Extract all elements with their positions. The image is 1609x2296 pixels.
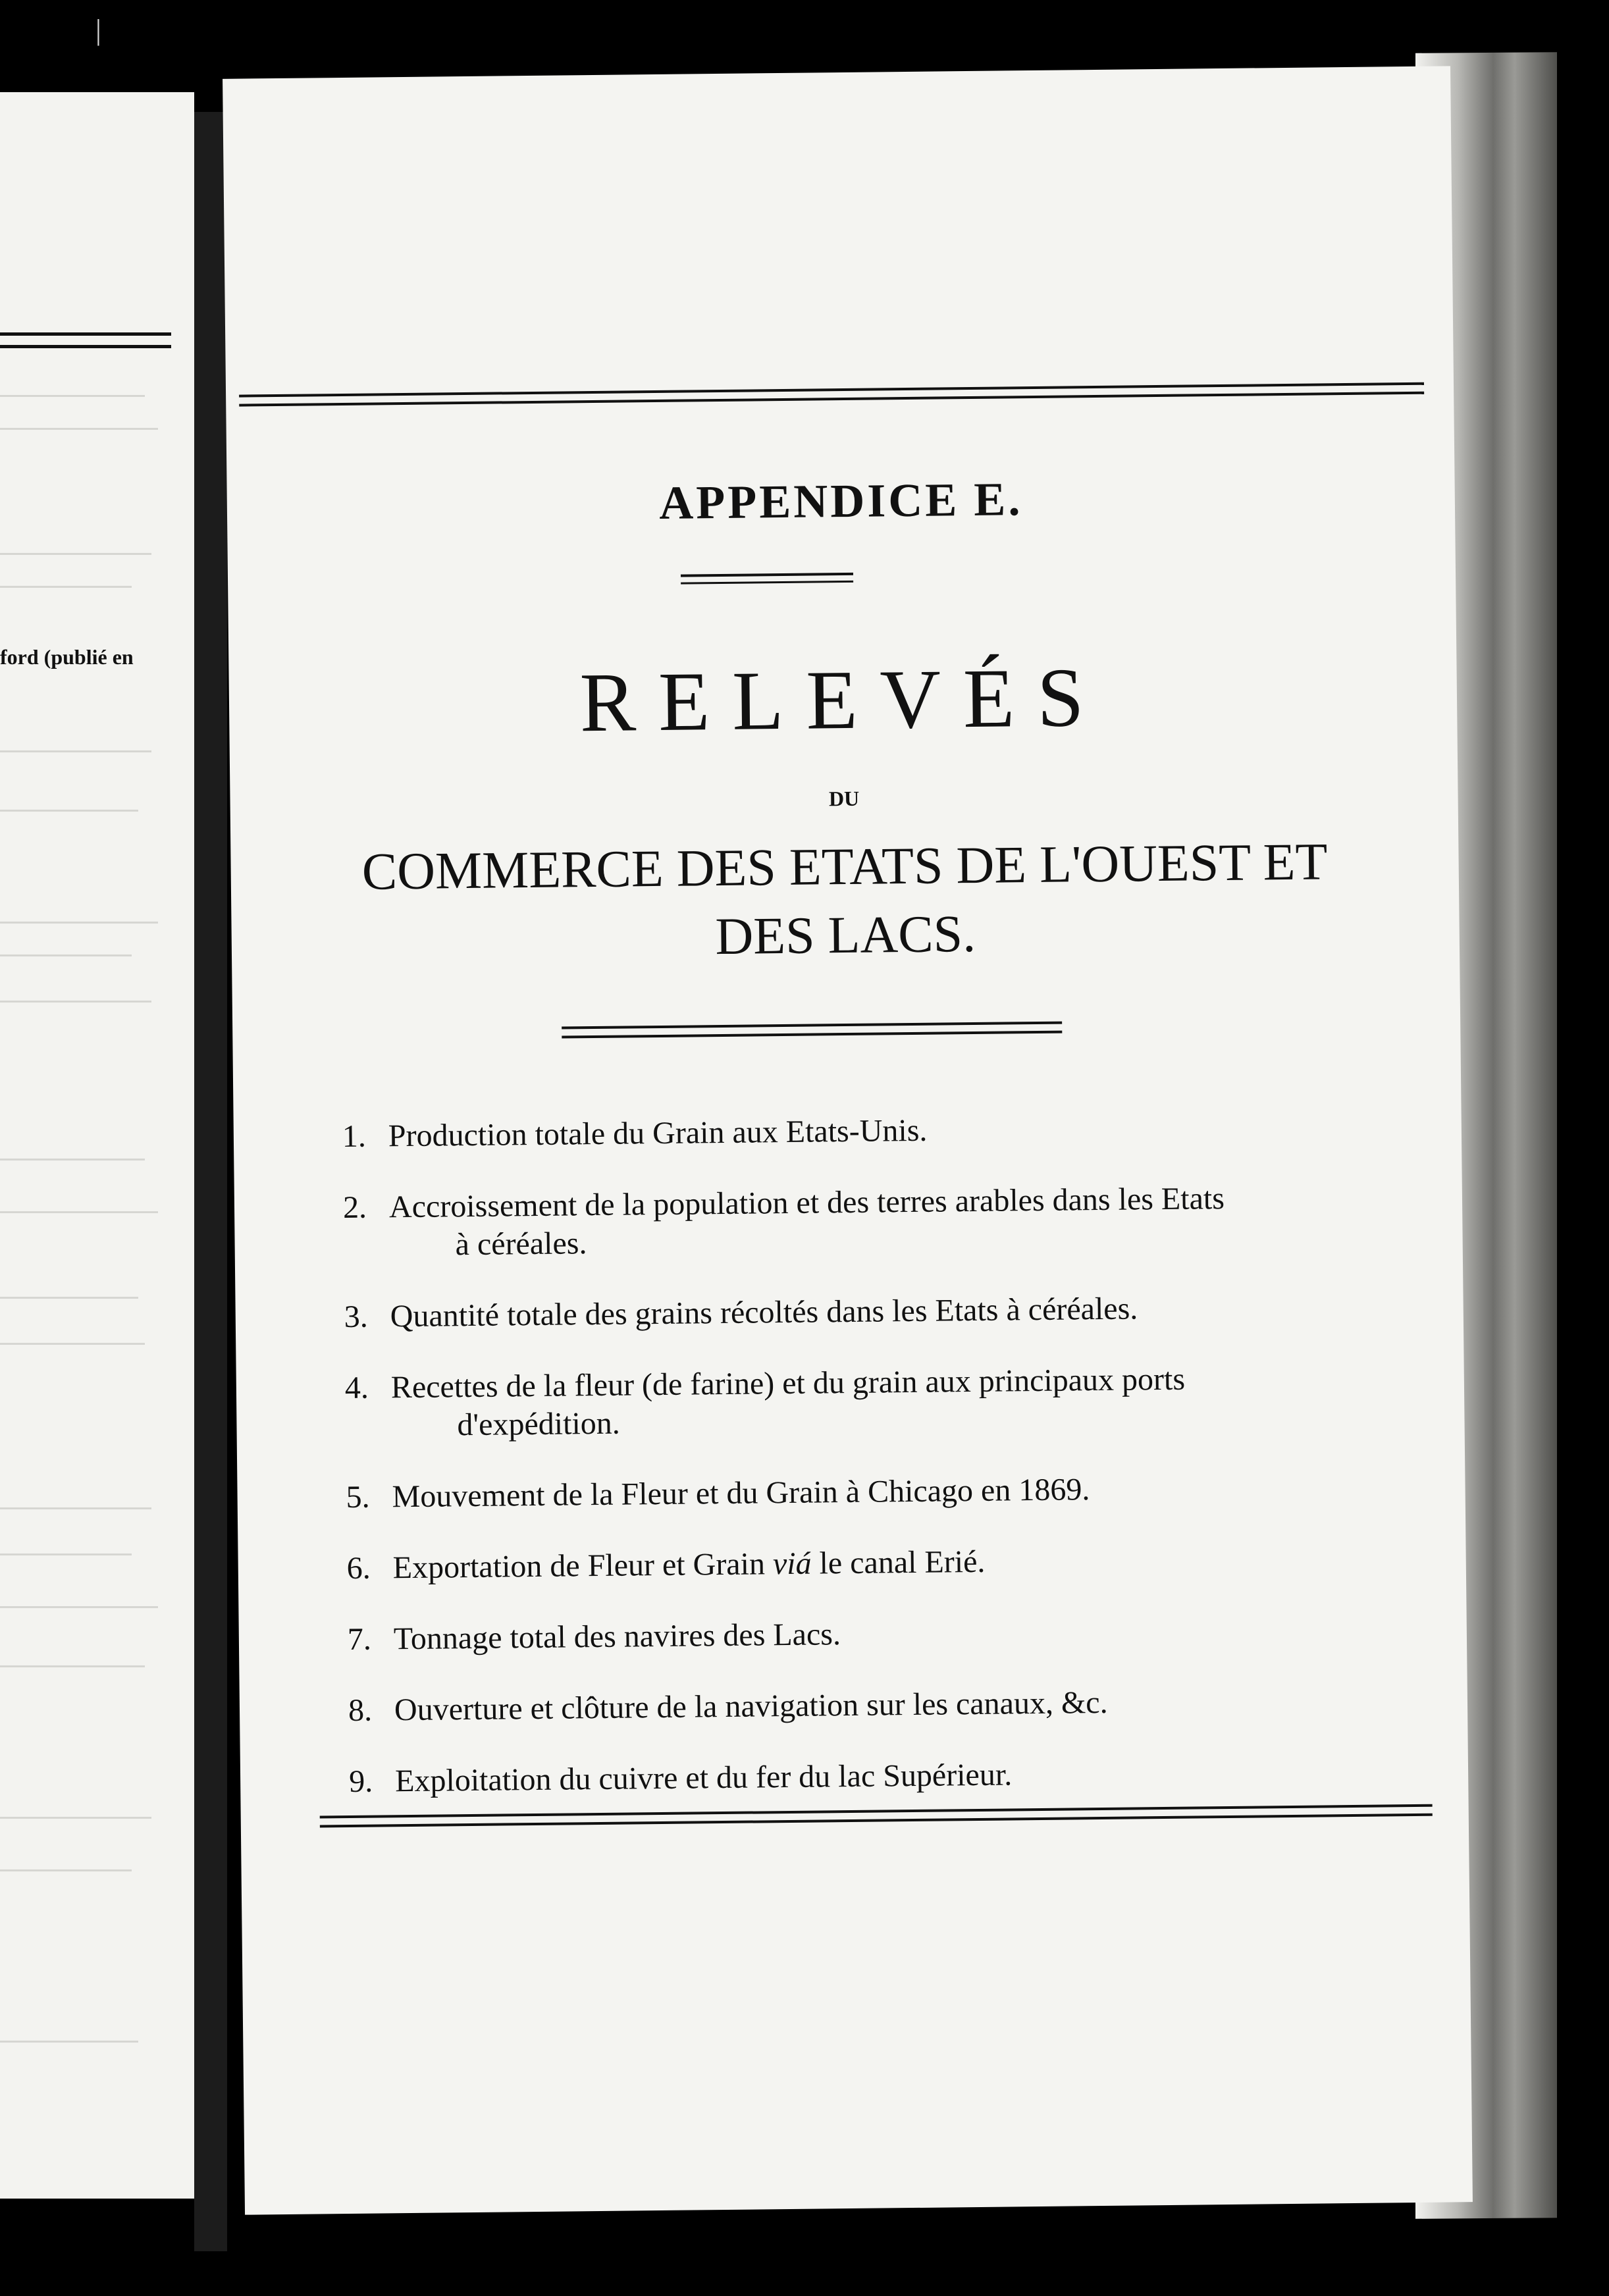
item-continuation: d'expédition. <box>457 1405 621 1443</box>
item-text: Production totale du Grain aux Etats-Unis. <box>388 1112 928 1154</box>
title-short-rule <box>681 573 853 585</box>
subtitle-line-1: COMMERCE DES ETATS DE L'OUEST ET <box>361 833 1328 901</box>
left-page-faded-line <box>0 922 158 924</box>
subtitle <box>230 826 1460 976</box>
left-page-faded-line <box>0 1159 145 1161</box>
left-page-faded-line <box>0 1553 132 1555</box>
list-item <box>344 1287 1437 1336</box>
item-number: 7. <box>347 1621 372 1657</box>
left-page-text-fragment: ford (publié en <box>0 645 134 669</box>
left-facing-page <box>0 92 194 2199</box>
left-page-faded-line <box>0 553 151 555</box>
left-page-faded-line <box>0 810 138 812</box>
list-item <box>346 1467 1439 1517</box>
left-page-faded-line <box>0 954 132 956</box>
contents-list <box>342 1107 1442 1834</box>
item-number: 1. <box>342 1118 367 1155</box>
list-item <box>346 1538 1440 1588</box>
appendix-title: APPENDICE E. <box>658 473 1023 529</box>
item-number: 4. <box>344 1370 369 1406</box>
item-text-after: le canal Erié. <box>811 1544 986 1581</box>
left-page-faded-line <box>0 2041 138 2043</box>
item-text-before: Exportation de Fleur et Grain <box>392 1546 774 1586</box>
left-page-faded-line <box>0 1343 145 1345</box>
left-page-faded-line <box>0 1665 145 1667</box>
item-text: Ouverture et clôture de la navigation sur les canaux, &c. <box>394 1684 1108 1728</box>
item-number: 8. <box>348 1692 373 1728</box>
item-text-italic: viá <box>772 1546 812 1582</box>
left-page-double-rule <box>0 332 171 348</box>
list-item <box>348 1609 1441 1659</box>
item-text: Quantité totale des grains récoltés dans les Etats à céréales. <box>390 1291 1138 1334</box>
left-page-faded-line <box>0 1817 151 1819</box>
left-page-faded-line <box>0 1606 158 1608</box>
main-title: RELEVÉS <box>579 650 1107 750</box>
du-label: DU <box>828 786 860 811</box>
item-continuation: à céréales. <box>455 1226 587 1263</box>
left-page-faded-line <box>0 586 132 588</box>
left-page-faded-line <box>0 1001 151 1003</box>
corner-mark: | <box>95 14 101 46</box>
list-item <box>343 1178 1437 1265</box>
left-page-faded-line <box>0 1297 138 1299</box>
item-text: Tonnage total des navires des Lacs. <box>393 1617 841 1657</box>
list-item <box>345 1358 1438 1446</box>
item-number: 3. <box>344 1299 369 1335</box>
left-page-faded-line <box>0 395 145 397</box>
list-item <box>342 1107 1436 1156</box>
subtitle-line-2: DES LACS. <box>714 904 976 966</box>
item-number: 6. <box>346 1550 371 1586</box>
book-gutter <box>194 112 227 2251</box>
list-item <box>349 1752 1442 1801</box>
middle-double-rule <box>562 1022 1062 1039</box>
item-number: 5. <box>346 1479 370 1515</box>
left-page-faded-line <box>0 750 151 752</box>
list-item <box>348 1681 1442 1730</box>
left-page-faded-line <box>0 1507 151 1509</box>
item-number: 2. <box>342 1189 367 1226</box>
item-text: Mouvement de la Fleur et du Grain à Chicago en 1869. <box>392 1472 1090 1515</box>
item-text: Accroissement de la population et des terres arables dans les Etats <box>388 1181 1225 1225</box>
item-text: Exploitation du cuivre et du fer du lac Supérieur. <box>394 1757 1013 1799</box>
top-double-rule <box>239 382 1424 407</box>
item-text: Recettes de la fleur (de farine) et du grain aux principaux ports <box>390 1361 1186 1405</box>
item-number: 9. <box>348 1763 373 1799</box>
left-page-faded-line <box>0 428 158 430</box>
left-page-faded-line <box>0 1869 132 1871</box>
main-page <box>223 66 1473 2214</box>
left-page-faded-line <box>0 1211 158 1213</box>
